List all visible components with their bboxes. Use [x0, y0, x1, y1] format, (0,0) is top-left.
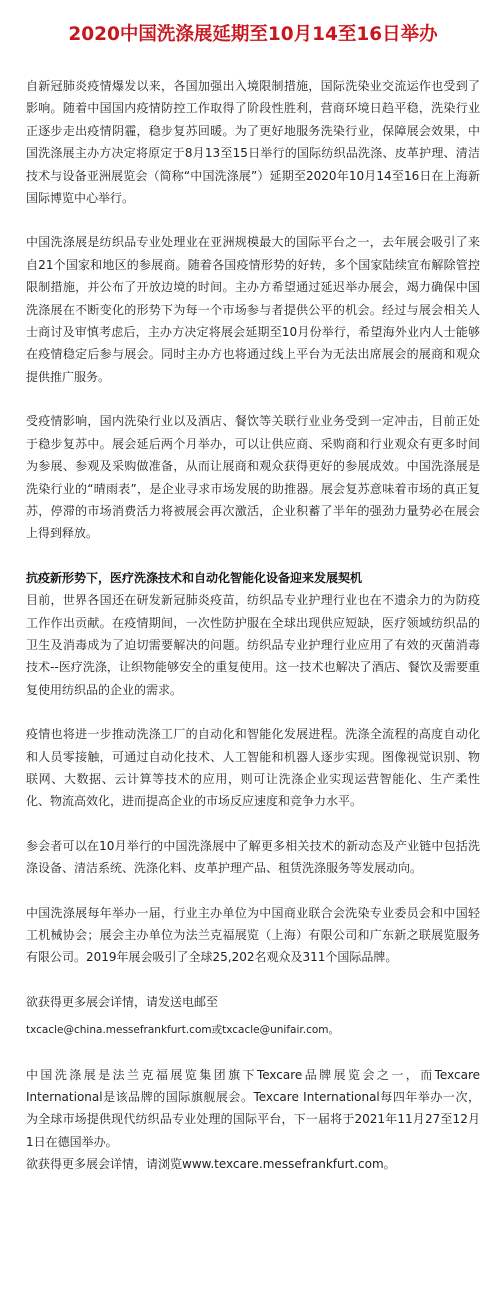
section-heading: 抗疫新形势下，医疗洗涤技术和自动化智能化设备迎来发展契机	[26, 570, 363, 585]
section-paragraph-2: 疫情也将进一步推动洗涤工厂的自动化和智能化发展进程。洗涤全流程的高度自动化和人员零接触，可通过自动化技术、人工智能和机器人逐步实现。图像视觉识别、物联网、大数据、云计算等技术的应用，则可让洗涤企业实现运营智能化、生产柔性化、物流高效化，进而提高企业的市场反应速度和竞争力水平。	[26, 727, 480, 809]
intro-paragraph-2: 中国洗涤展是纺织品专业处理业在亚洲规模最大的国际平台之一，去年展会吸引了来自21个国家和地区的参展商。随着各国疫情形势的好转，多个国家陆续宣布解除管控限制措施，并公布了开放边境的时间。主办方希望通过延迟举办展会，竭力确保中国洗涤展在不断变化的形势下为每一个市场参与者提供公平的机会。经过与展会相关人士商讨及审慎考虑后，主办方决定将展会延期至10月份举行，希望海外业内人士能够在疫情稳定后参与展会。同时主办方也将通过线上平台为无法出席展会的展商和观众提供推广服务。	[26, 235, 480, 384]
closing-paragraph: 中国洗涤展是法兰克福展览集团旗下Texcare品牌展览会之一，而Texcare International是该品牌的国际旗舰展会。Texcare International每四年举办一次，为全球市场提供现代纺织品专业处理的国际平台，下一届将于2021年11月27至12月1日在德国举办。	[26, 1067, 480, 1149]
article-title: 2020中国洗涤展延期至10月14至16日举办	[68, 24, 438, 45]
intro-paragraph-1: 自新冠肺炎疫情爆发以来，各国加强出入境限制措施，国际洗染业交流运作也受到了影响。随着中国国内疫情防控工作取得了阶段性胜利，营商环境日趋平稳，洗染行业正逐步走出疫情阴霾，稳步复苏回暖。为了更好地服务洗染行业，保障展会效果，中国洗涤展主办方决定将原定于8月13至15日举行的国际纺织品洗涤、皮革护理、清洁技术与设备亚洲展览会（简称“中国洗涤展”）延期至2020年10月14至16日在上海新国际博览中心举行。	[26, 79, 480, 206]
contact-intro: 欲获得更多展会详情，请发送电邮至	[26, 994, 219, 1009]
contact-emails[interactable]: txcacle@china.messefrankfurt.com或txcacle@unifair.com。	[26, 1024, 339, 1037]
intro-paragraph-3: 受疫情影响，国内洗染行业以及酒店、餐饮等关联行业业务受到一定冲击，目前正处于稳步复苏中。展会延后两个月举办，可以让供应商、采购商和行业观众有更多时间为参展、参观及采购做准备，从而让展商和观众获得更好的参展成效。中国洗涤展是洗染行业的“晴雨表”，是企业寻求市场发展的助推器。展会复苏意味着市场的真正复苏，停滞的市场消费活力将被展会再次激活，企业积蓄了半年的强劲力量势必在展会上得到释放。	[26, 414, 480, 541]
section-paragraph-3: 参会者可以在10月举行的中国洗涤展中了解更多相关技术的新动态及产业链中包括洗涤设备、清洁系统、洗涤化料、皮革护理产品、租赁洗涤服务等发展动向。	[26, 838, 480, 876]
section-paragraph-4: 中国洗涤展每年举办一届，行业主办单位为中国商业联合会洗染专业委员会和中国轻工机械协会；展会主办单位为法兰克福展览（上海）有限公司和广东新之联展览服务有限公司。2019年展会吸引了全球25,202名观众及311个国际品牌。	[26, 905, 480, 965]
section-paragraph-1: 目前，世界各国还在研发新冠肺炎疫苗，纺织品专业护理行业也在不遗余力的为防疫工作作出贡献。在疫情期间，一次性防护服在全球出现供应短缺，医疗领域纺织品的卫生及消毒成为了迫切需要解决的问题。纺织品专业护理行业应用了有效的灭菌消毒技术--医疗洗涤，让织物能够安全的重复使用。这一技术也解决了酒店、餐饮及需要重复使用纺织品的企业的需求。	[26, 593, 480, 697]
closing-link[interactable]: 欲获得更多展会详情，请浏览www.texcare.messefrankfurt.com。	[26, 1157, 396, 1172]
